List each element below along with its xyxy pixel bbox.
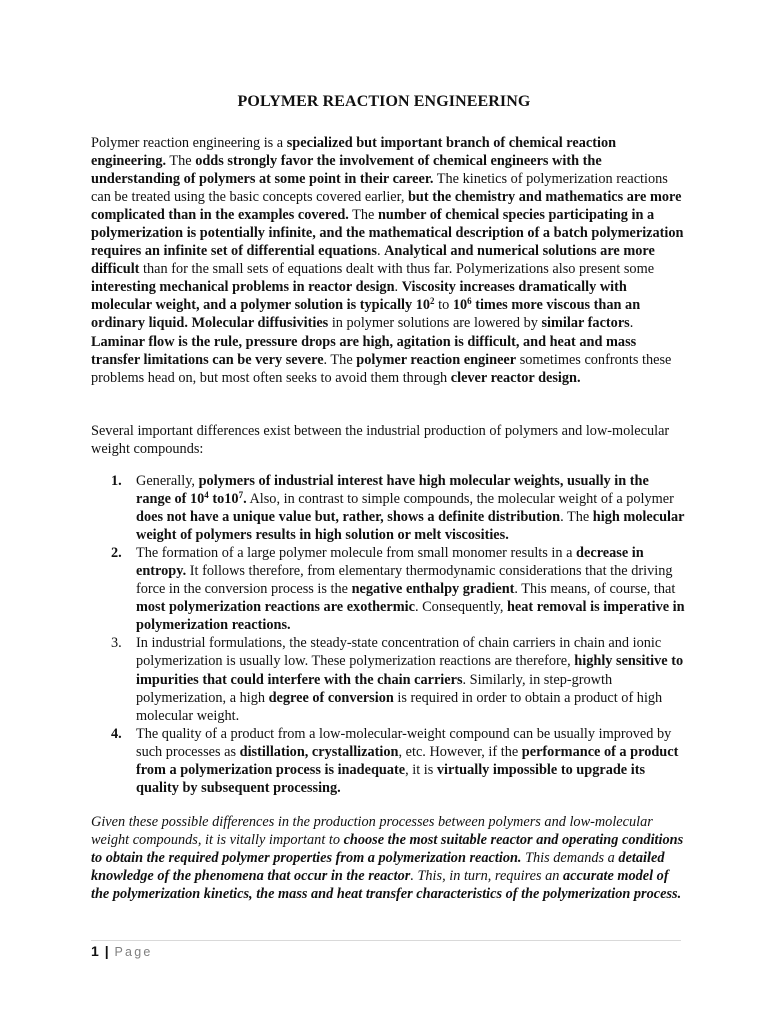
intro-paragraph xyxy=(91,134,685,387)
bold-span: but the chemistry and mathematics are more complicated than in the examples covered. xyxy=(91,189,682,224)
text-span: In industrial formulations, the steady-state concentration of chain carriers in chain and ionic polymerization is usually low. These polymerization reactions are therefore, xyxy=(136,635,662,670)
text-span: . Similarly, in step-growth polymerization, a high xyxy=(136,671,613,706)
bold-span: times more viscous than an ordinary liquid. Molecular diffusivities xyxy=(91,297,641,332)
bold-span: accurate model of the polymerization kinetics, the mass and heat transfer characteristics of the polymerization process. xyxy=(91,868,682,903)
bold-span: highly sensitive to impurities that could interfere with the chain carriers xyxy=(136,653,684,688)
bold-span: Analytical and numerical solutions are more difficult xyxy=(91,243,655,278)
list-number: 4. xyxy=(111,725,122,742)
text-span: sometimes confronts these problems head on, but most often seeks to avoid them through xyxy=(91,351,672,386)
bold-span: . xyxy=(243,491,247,508)
text-span: The quality of a product from a low-molecular-weight compound can be usually improved by such processes as xyxy=(136,725,672,760)
page-label: Page xyxy=(114,945,153,959)
text-span: . The xyxy=(560,509,593,526)
text-span: . This, in turn, requires an xyxy=(410,868,563,885)
conclusion-paragraph xyxy=(91,813,685,903)
list-number: 1. xyxy=(111,473,122,489)
text-span: . xyxy=(394,279,402,296)
text-span: Also, in contrast to simple compounds, the molecular weight of a polymer xyxy=(246,491,674,508)
bold-span: 10 xyxy=(452,297,468,314)
text-span: . xyxy=(376,243,385,260)
text-span: to xyxy=(434,297,453,314)
page-title: POLYMER REACTION ENGINEERING xyxy=(237,93,531,110)
differences-list xyxy=(111,472,685,797)
page-number: 1 xyxy=(91,943,99,959)
bold-span: does not have a unique value but, rather, shows a definite distribution xyxy=(136,509,561,526)
text-span: Generally, xyxy=(136,473,199,489)
bold-span: distillation, crystallization xyxy=(239,743,399,760)
bold-span: performance of a product from a polymerization process is inadequate xyxy=(136,743,679,778)
bold-span: detailed knowledge of the phenomena that occur in the reactor xyxy=(91,850,665,885)
list-item xyxy=(111,634,685,724)
bold-span: to10 xyxy=(208,491,239,508)
text-span: . Consequently, xyxy=(414,599,507,616)
text-span: . This means, of course, that xyxy=(514,581,676,598)
page-footer xyxy=(91,943,153,959)
bold-span: heat removal is imperative in polymerization reactions. xyxy=(136,599,685,634)
text-span: than for the small sets of equations dealt with thus far. Polymerizations also present some xyxy=(139,261,655,278)
text-span: The kinetics of polymerization reactions can be treated using the basic concepts covered earlier, xyxy=(91,171,668,206)
bold-span: similar factors xyxy=(541,315,630,332)
footer-divider xyxy=(91,940,681,941)
bold-span: high molecular weight of polymers results in high solution or melt viscosities. xyxy=(136,509,685,544)
list-number: 3. xyxy=(111,635,122,652)
text-span: The formation of a large polymer molecule from small monomer results in a xyxy=(136,545,577,562)
bold-span: polymer reaction engineer xyxy=(356,351,517,368)
text-span: Polymer reaction engineering is a xyxy=(91,135,287,151)
bold-span: negative enthalpy gradient xyxy=(351,581,515,598)
bold-span: polymers of industrial interest have high molecular weights, usually in the range of 10 xyxy=(136,473,649,508)
text-span: The xyxy=(348,207,378,224)
list-number: 2. xyxy=(111,545,122,562)
bold-span: virtually impossible to upgrade its quality by subsequent processing. xyxy=(136,761,646,796)
list-item xyxy=(111,725,685,797)
text-span: It follows therefore, from elementary thermodynamic considerations that the driving force in the conversion process is the xyxy=(136,563,673,598)
bold-span: Laminar flow is the rule, pressure drops are high, agitation is difficult, and heat and mass transfer limitations can be very severe xyxy=(91,333,637,368)
text-span: Given these possible differences in the production processes between polymers and low-molecular weight compounds, it is vitally important to xyxy=(91,814,653,849)
bold-span: odds strongly favor the involvement of chemical engineers with the understanding of polymers at some point in their career. xyxy=(91,153,602,188)
list-item xyxy=(111,544,685,634)
bold-span: number of chemical species participating in a polymerization is potentially infinite, and the mathematical description of a batch polymerization requires an infinite set of differential equations xyxy=(91,207,684,260)
bold-span: clever reactor design. xyxy=(450,369,581,386)
text-span: This demands a xyxy=(521,850,619,867)
differences-intro-paragraph: Several important differences exist between the industrial production of polymers and low-molecular weight compounds: xyxy=(91,423,670,458)
text-span: . xyxy=(629,315,634,332)
footer-separator: | xyxy=(104,943,109,959)
text-span: , it is xyxy=(405,761,437,778)
superscript: 6 xyxy=(467,296,472,307)
superscript: 4 xyxy=(204,490,209,501)
text-span: is required in order to obtain a product of high molecular weight. xyxy=(136,689,663,724)
text-span: The xyxy=(166,153,196,170)
bold-span: Viscosity increases dramatically with molecular weight, and a polymer solution is typically 10 xyxy=(91,279,627,314)
bold-span: most polymerization reactions are exothermic xyxy=(136,599,415,616)
bold-span: decrease in entropy. xyxy=(136,545,644,580)
text-span: . The xyxy=(323,351,357,368)
superscript: 7 xyxy=(238,490,244,501)
bold-span: interesting mechanical problems in reactor design xyxy=(91,279,395,296)
list-item xyxy=(111,472,685,544)
text-span: in polymer solutions are lowered by xyxy=(328,315,542,332)
superscript: 2 xyxy=(430,296,435,307)
bold-span: specialized but important branch of chemical reaction engineering. xyxy=(91,135,617,170)
bold-span: choose the most suitable reactor and operating conditions to obtain the required polymer properties from a polymerization reaction. xyxy=(91,832,684,867)
text-span: , etc. However, if the xyxy=(398,743,522,760)
bold-span: degree of conversion xyxy=(268,689,394,706)
